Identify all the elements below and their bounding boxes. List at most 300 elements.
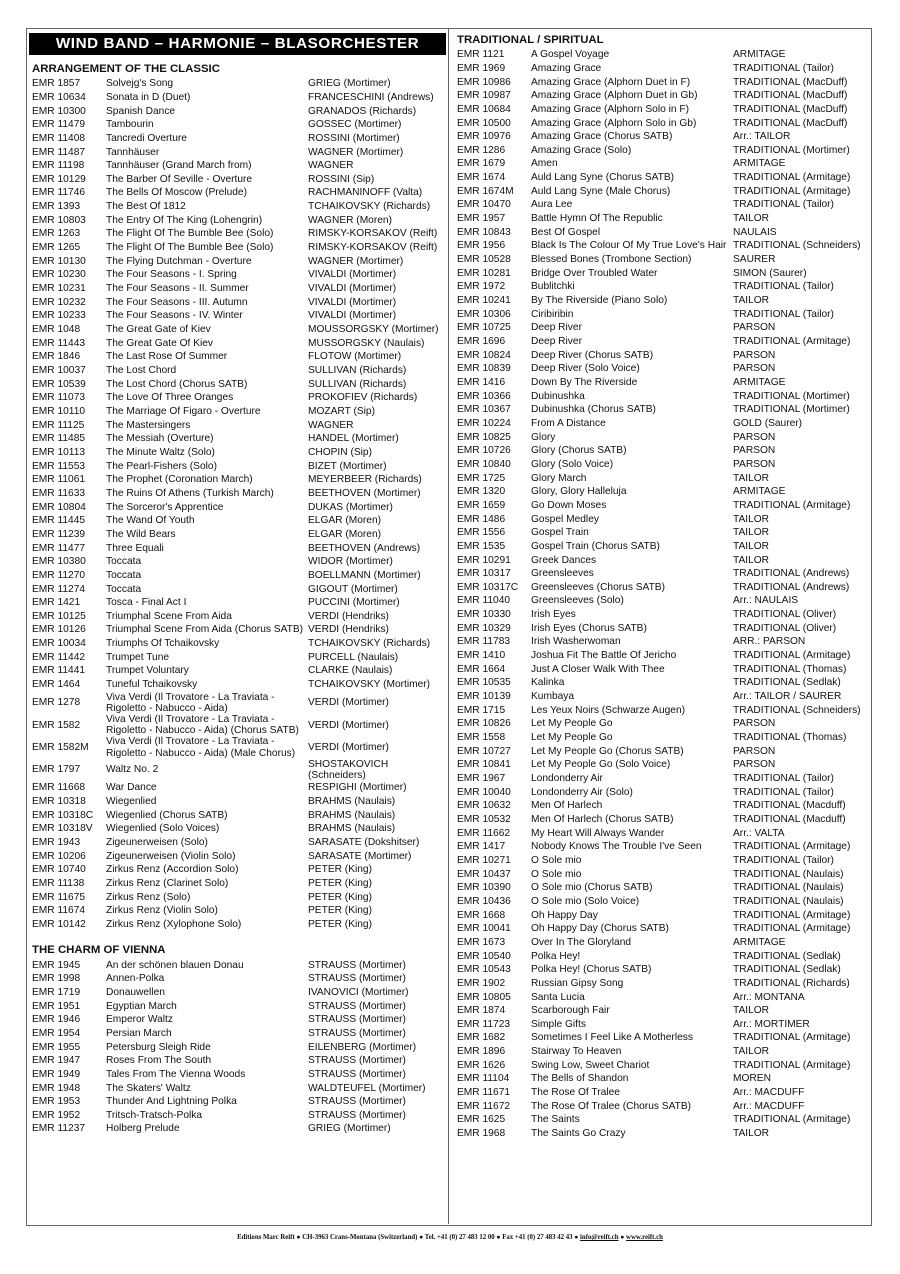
item-title: Sometimes I Feel Like A Motherless	[531, 1032, 693, 1044]
item-composer: PURCELL (Naulais)	[308, 651, 399, 663]
right-column	[457, 33, 871, 1141]
item-composer: GOSSEC (Mortimer)	[308, 119, 402, 131]
catalog-entry	[32, 541, 446, 555]
catalog-entry	[457, 267, 871, 281]
item-composer: TRADITIONAL (Tailor)	[733, 786, 834, 798]
catalog-entry	[32, 610, 446, 624]
item-composer: PARSON	[733, 718, 776, 730]
item-title: Thunder And Lightning Polka	[106, 1096, 237, 1108]
item-title: Zirkus Renz (Clarinet Solo)	[106, 877, 229, 889]
item-composer: WAGNER (Mortimer)	[308, 255, 404, 267]
item-code: EMR 1957	[457, 213, 506, 225]
item-composer: TRADITIONAL (Tailor)	[733, 308, 834, 320]
item-composer: TAILOR	[733, 540, 770, 552]
footer-publisher: Editions Marc Reift	[237, 1234, 295, 1241]
catalog-entry	[32, 822, 446, 836]
item-code: EMR 11662	[457, 827, 511, 839]
item-code: EMR 10437	[457, 868, 511, 880]
item-code: EMR 1857	[32, 78, 81, 90]
catalog-entry	[457, 581, 871, 595]
item-code: EMR 10436	[457, 895, 511, 907]
catalog-entry	[32, 446, 446, 460]
item-title: Let My People Go (Chorus SATB)	[531, 745, 684, 757]
catalog-entry	[457, 1018, 871, 1032]
item-code: EMR 1696	[457, 336, 506, 347]
item-code: EMR 11675	[32, 891, 86, 903]
catalog-entry	[32, 405, 446, 419]
catalog-entry	[32, 377, 446, 391]
item-title: Petersburg Sleigh Ride	[106, 1041, 211, 1053]
catalog-banner: WIND BAND – HARMONIE – BLASORCHESTER	[29, 33, 446, 55]
item-code: EMR 10318V	[32, 823, 93, 835]
item-code: EMR 11443	[32, 337, 86, 349]
item-title: Zigeunerweisen (Violin Solo)	[106, 850, 236, 862]
item-composer: GIGOUT (Mortimer)	[308, 583, 398, 595]
item-composer: BRAHMS (Naulais)	[308, 809, 396, 821]
item-composer: TRADITIONAL (Oliver)	[733, 622, 837, 634]
catalog-entry	[457, 744, 871, 758]
item-composer: RIMSKY-KORSAKOV (Reift)	[308, 242, 438, 254]
item-title: Let My People Go (Solo Voice)	[531, 759, 671, 771]
item-composer: VIVALDI (Mortimer)	[308, 296, 397, 308]
item-composer: VIVALDI (Mortimer)	[308, 283, 397, 295]
catalog-entry	[457, 253, 871, 267]
catalog-entry	[32, 664, 446, 678]
item-title: Zirkus Renz (Xylophone Solo)	[106, 918, 242, 930]
section-heading: TRADITIONAL / SPIRITUAL	[457, 34, 604, 46]
item-code: EMR 10805	[457, 991, 511, 1003]
catalog-entry	[32, 986, 446, 1000]
catalog-entry	[32, 1095, 446, 1109]
item-composer: RACHMANINOFF (Valta)	[308, 187, 423, 199]
item-title: Irish Eyes	[531, 609, 576, 621]
item-composer: TRADITIONAL (MacDuff)	[733, 103, 848, 115]
footer-separator: ●	[618, 1234, 627, 1241]
item-title: Greensleeves (Chorus SATB)	[531, 581, 665, 593]
catalog-entry	[32, 487, 446, 501]
catalog-entry	[457, 881, 871, 895]
catalog-entry	[32, 863, 446, 877]
catalog-entry	[457, 1100, 871, 1114]
item-title: Irish Eyes (Chorus SATB)	[531, 622, 647, 634]
item-code: EMR 10824	[457, 349, 511, 361]
catalog-entry	[457, 649, 871, 663]
item-code: EMR 1998	[32, 973, 81, 985]
item-title: Dubinushka	[531, 390, 585, 402]
catalog-entry	[32, 1054, 446, 1068]
item-code: EMR 11040	[457, 595, 511, 607]
footer-tel: Tel. +41 (0) 27 483 12 00	[424, 1234, 495, 1241]
item-code: EMR 10318	[32, 796, 86, 808]
footer-separator: ●	[417, 1234, 425, 1241]
item-title: Joshua Fit The Battle Of Jericho	[531, 650, 677, 662]
item-composer: PARSON	[733, 458, 776, 470]
item-composer: WAGNER (Mortimer)	[308, 146, 404, 158]
item-composer: Arr.: VALTA	[733, 827, 785, 839]
catalog-entry	[457, 676, 871, 690]
item-code: EMR 1952	[32, 1109, 81, 1121]
item-title: Blessed Bones (Trombone Section)	[531, 254, 692, 266]
catalog-entry	[32, 678, 446, 692]
item-composer: STRAUSS (Mortimer)	[308, 973, 406, 985]
item-title: Down By The Riverside	[531, 376, 638, 388]
item-code: EMR 10366	[457, 390, 511, 402]
item-composer: TRADITIONAL (Armitage)	[733, 185, 851, 197]
item-composer: TRADITIONAL (Armitage)	[733, 1114, 851, 1126]
catalog-entry	[32, 309, 446, 323]
catalog-entry	[32, 759, 446, 781]
item-title: Trumpet Tune	[106, 651, 170, 663]
item-composer: PARSON	[733, 349, 776, 361]
item-composer: PETER (King)	[308, 918, 372, 930]
item-code: EMR 10740	[32, 864, 86, 876]
catalog-entry	[32, 132, 446, 146]
catalog-entry	[457, 840, 871, 854]
item-code: EMR 1558	[457, 732, 506, 744]
item-code: EMR 10317	[457, 568, 511, 580]
item-title: Annen-Polka	[106, 973, 165, 985]
item-code: EMR 10110	[32, 405, 86, 417]
item-code: EMR 11487	[32, 146, 86, 158]
item-title: O Sole mio	[531, 854, 582, 866]
item-code: EMR 1265	[32, 242, 81, 254]
item-composer: ARMITAGE	[733, 936, 786, 948]
item-code: EMR 1948	[32, 1082, 81, 1094]
catalog-entry	[32, 186, 446, 200]
item-composer: TAILOR	[733, 527, 770, 539]
catalog-entry	[457, 608, 871, 622]
item-code: EMR 10040	[457, 786, 511, 798]
item-composer: STRAUSS (Mortimer)	[308, 1000, 406, 1012]
catalog-entry	[32, 528, 446, 542]
item-title: My Heart Will Always Wander	[531, 827, 665, 839]
catalog-entry	[32, 459, 446, 473]
item-title: Zigeunerweisen (Solo)	[106, 837, 208, 848]
item-title: The Flying Dutchman - Overture	[106, 255, 252, 267]
item-title: The Rose Of Tralee (Chorus SATB)	[531, 1100, 692, 1112]
item-composer: TRADITIONAL (Thomas)	[733, 663, 847, 675]
item-title: Les Yeux Noirs (Schwarze Augen)	[531, 704, 686, 716]
footer-separator: ●	[572, 1234, 581, 1241]
catalog-entry	[457, 499, 871, 513]
item-composer: STRAUSS (Mortimer)	[308, 1109, 406, 1121]
item-composer: SULLIVAN (Richards)	[308, 365, 407, 376]
item-code: EMR 1673	[457, 936, 506, 948]
item-code: EMR 1668	[457, 909, 506, 921]
item-code: EMR 11441	[32, 665, 86, 677]
item-code: EMR 1410	[457, 650, 506, 662]
item-code: EMR 1582M	[32, 741, 89, 753]
item-code: EMR 10041	[457, 923, 511, 935]
catalog-entry	[32, 1081, 446, 1095]
item-title: Amen	[531, 158, 558, 170]
catalog-entry	[457, 867, 871, 881]
item-title: Polka Hey!	[531, 950, 581, 962]
item-code: EMR 10241	[457, 295, 511, 307]
catalog-entry	[457, 731, 871, 745]
item-code: EMR 1896	[457, 1046, 506, 1058]
item-composer: TRADITIONAL (Tailor)	[733, 62, 834, 74]
catalog-entry	[32, 582, 446, 596]
item-composer: TRADITIONAL (Schneiders)	[733, 704, 861, 716]
item-title: The Saints Go Crazy	[531, 1128, 626, 1140]
item-composer: BRAHMS (Naulais)	[308, 796, 396, 808]
catalog-entry	[457, 239, 871, 253]
item-title: Polka Hey! (Chorus SATB)	[531, 964, 652, 976]
footer-fax: Fax +41 (0) 27 483 42 43	[502, 1234, 573, 1241]
item-title: Battle Hymn Of The Republic	[531, 213, 663, 225]
item-code: EMR 1674M	[457, 185, 514, 197]
item-code: EMR 1048	[32, 324, 81, 336]
catalog-entry	[457, 1127, 871, 1141]
catalog-entry	[457, 321, 871, 335]
item-composer: TRADITIONAL (Armitage)	[733, 923, 851, 935]
column-divider	[448, 28, 449, 1224]
item-code: EMR 10725	[457, 322, 511, 334]
item-code: EMR 1286	[457, 144, 506, 156]
item-title: The Bells Of Moscow (Prelude)	[106, 187, 247, 199]
item-composer: TCHAIKOVSKY (Richards)	[308, 201, 431, 213]
item-composer: TRADITIONAL (Naulais)	[733, 895, 844, 907]
catalog-entry	[457, 622, 871, 636]
item-composer: WALDTEUFEL (Mortimer)	[308, 1082, 426, 1094]
item-title: The Great Gate of Kiev	[106, 324, 211, 336]
item-title: The Messiah (Overture)	[106, 433, 214, 445]
catalog-entry	[32, 350, 446, 364]
item-code: EMR 11408	[32, 132, 86, 144]
item-composer: WAGNER	[308, 419, 354, 431]
item-composer: MOUSSORGSKY (Mortimer)	[308, 324, 439, 336]
catalog-entry	[457, 471, 871, 485]
item-composer: STRAUSS (Mortimer)	[308, 959, 406, 971]
item-composer: ROSSINI (Mortimer)	[308, 132, 400, 144]
item-code: EMR 1416	[457, 376, 506, 388]
item-title: Triumphal Scene From Aida	[106, 610, 232, 622]
catalog-entry	[457, 635, 871, 649]
item-code: EMR 11672	[457, 1100, 511, 1112]
item-code: EMR 10987	[457, 90, 511, 102]
item-composer: STRAUSS (Mortimer)	[308, 1096, 406, 1108]
catalog-entry	[457, 1072, 871, 1086]
item-code: EMR 1626	[457, 1059, 506, 1071]
item-code: EMR 1664	[457, 663, 506, 675]
item-composer: PARSON	[733, 322, 776, 334]
catalog-entry	[32, 972, 446, 986]
catalog-entry	[32, 999, 446, 1013]
item-code: EMR 10367	[457, 404, 511, 416]
item-code: EMR 1945	[32, 959, 81, 971]
item-title: O Sole mio (Chorus SATB)	[531, 882, 653, 894]
item-composer: SIMON (Saurer)	[733, 267, 807, 279]
item-composer: TRADITIONAL (Tailor)	[733, 199, 834, 211]
item-title: Londonderry Air	[531, 773, 603, 784]
catalog-entry	[457, 990, 871, 1004]
item-title: Zirkus Renz (Solo)	[106, 891, 191, 903]
item-code: EMR 11270	[32, 569, 86, 581]
item-composer: IVANOVICI (Mortimer)	[308, 986, 409, 998]
item-composer: PARSON	[733, 431, 776, 443]
item-code: EMR 10317C	[457, 581, 519, 593]
catalog-entry	[457, 895, 871, 909]
item-code: EMR 1902	[457, 977, 506, 989]
item-title: Amazing Grace (Alphorn Duet in Gb)	[531, 90, 698, 102]
item-code: EMR 10300	[32, 105, 86, 117]
item-title: Swing Low, Sweet Chariot	[531, 1059, 650, 1071]
catalog-entry	[457, 157, 871, 171]
footer-email-link[interactable]: info@reift.ch	[580, 1234, 619, 1241]
item-code: EMR 11237	[32, 1123, 86, 1135]
item-code: EMR 10329	[457, 622, 511, 634]
item-title: Dubinushka (Chorus SATB)	[531, 404, 656, 416]
catalog-entry	[457, 389, 871, 403]
item-title: Men Of Harlech (Chorus SATB)	[531, 813, 674, 825]
item-title: Black Is The Colour Of My True Love's Hair	[531, 240, 727, 252]
catalog-entry	[457, 335, 871, 349]
item-composer: TRADITIONAL (Richards)	[733, 977, 850, 989]
catalog-entry	[457, 567, 871, 581]
item-title: The Lost Chord (Chorus SATB)	[106, 378, 248, 390]
item-composer: TRADITIONAL (Armitage)	[733, 909, 851, 921]
item-composer: ARMITAGE	[733, 376, 786, 388]
item-composer: ARMITAGE	[733, 486, 786, 498]
item-code: EMR 11674	[32, 905, 86, 917]
catalog-entry	[32, 336, 446, 350]
item-title: A Gospel Voyage	[531, 49, 610, 61]
catalog-entry	[457, 444, 871, 458]
item-code: EMR 1674	[457, 172, 506, 184]
catalog-entry	[457, 362, 871, 376]
item-code: EMR 1953	[32, 1096, 81, 1108]
catalog-entry	[32, 918, 446, 932]
catalog-entry	[32, 432, 446, 446]
item-code: EMR 11668	[32, 782, 86, 794]
item-code: EMR 10825	[457, 431, 511, 443]
item-composer: TRADITIONAL (Armitage)	[733, 336, 851, 347]
catalog-entry	[32, 877, 446, 891]
item-title: Bridge Over Troubled Water	[531, 267, 658, 279]
catalog-entry	[32, 514, 446, 528]
footer-address: CH-3963 Crans-Montana (Switzerland)	[302, 1234, 418, 1241]
item-composer: Arr.: TAILOR / SAURER	[733, 691, 842, 703]
item-title: Men Of Harlech	[531, 800, 603, 812]
catalog-entry	[457, 908, 871, 922]
catalog-entry	[457, 226, 871, 240]
catalog-entry	[32, 282, 446, 296]
catalog-entry	[457, 949, 871, 963]
item-composer: GRIEG (Mortimer)	[308, 1123, 391, 1135]
item-code: EMR 10976	[457, 131, 511, 143]
item-composer: TRADITIONAL (Oliver)	[733, 609, 837, 621]
catalog-entry	[32, 268, 446, 282]
catalog-entry	[32, 637, 446, 651]
publisher-footer	[0, 1234, 900, 1241]
catalog-entry	[457, 799, 871, 813]
catalog-entry	[457, 553, 871, 567]
catalog-entry	[457, 854, 871, 868]
item-code: EMR 11746	[32, 187, 86, 199]
item-composer: TRADITIONAL (Naulais)	[733, 868, 844, 880]
item-code: EMR 1417	[457, 841, 506, 853]
item-composer: MEYERBEER (Richards)	[308, 474, 422, 486]
catalog-entry	[457, 48, 871, 62]
item-composer: Arr.: NAULAIS	[733, 595, 799, 607]
item-code: EMR 11477	[32, 542, 86, 554]
item-title: Tritsch-Tratsch-Polka	[106, 1109, 203, 1121]
item-title: Kalinka	[531, 677, 565, 689]
item-composer: VERDI (Mortimer)	[308, 719, 389, 731]
item-composer: Arr.: MONTANA	[733, 991, 805, 1003]
item-title: Tannhäuser	[106, 146, 160, 158]
catalog-entry	[457, 430, 871, 444]
item-title: Auld Lang Syne (Male Chorus)	[531, 185, 671, 197]
catalog-entry	[457, 758, 871, 772]
item-title: O Sole mio	[531, 868, 582, 880]
item-code: EMR 11553	[32, 460, 86, 472]
item-composer: TAILOR	[733, 1128, 770, 1140]
item-composer: PETER (King)	[308, 877, 372, 889]
item-code: EMR 1659	[457, 499, 506, 511]
catalog-entry	[457, 212, 871, 226]
item-title: Glory	[531, 431, 556, 443]
item-title: Amazing Grace (Alphorn Duet in F)	[531, 76, 691, 88]
item-code: EMR 1582	[32, 719, 81, 731]
catalog-entry	[457, 103, 871, 117]
item-composer: Arr.: MACDUFF	[733, 1100, 805, 1112]
footer-web-link[interactable]: www.reift.ch	[626, 1234, 663, 1241]
item-composer: CHOPIN (Sip)	[308, 446, 372, 458]
item-title: The Flight Of The Bumble Bee (Solo)	[106, 242, 274, 254]
item-composer: BEETHOVEN (Mortimer)	[308, 487, 421, 499]
item-title: The Skaters' Waltz	[106, 1082, 191, 1094]
item-composer: TAILOR	[733, 1046, 770, 1058]
item-code: EMR 1951	[32, 1000, 81, 1012]
item-title: The Ruins Of Athens (Turkish March)	[106, 487, 274, 499]
item-title: Zirkus Renz (Violin Solo)	[106, 905, 218, 917]
item-code: EMR 1263	[32, 228, 81, 240]
catalog-entry	[32, 214, 446, 228]
item-title: The Mastersingers	[106, 419, 191, 431]
item-composer: TRADITIONAL (Naulais)	[733, 882, 844, 894]
item-composer: ROSSINI (Sip)	[308, 173, 375, 185]
item-title: An der schönen blauen Donau	[106, 959, 244, 971]
item-composer: RESPIGHI (Mortimer)	[308, 782, 407, 794]
item-code: EMR 1535	[457, 540, 506, 552]
item-composer: WIDOR (Mortimer)	[308, 556, 393, 568]
catalog-entry	[32, 200, 446, 214]
catalog-entry	[32, 323, 446, 337]
catalog-entry	[457, 294, 871, 308]
item-title: The Four Seasons - I. Spring	[106, 269, 237, 281]
item-title: The Entry Of The King (Lohengrin)	[106, 214, 263, 226]
item-title: The Four Seasons - II. Summer	[106, 283, 249, 295]
item-code: EMR 10839	[457, 363, 511, 375]
item-title: The Best Of 1812	[106, 201, 186, 213]
item-code: EMR 11125	[32, 419, 85, 431]
item-code: EMR 10500	[457, 117, 511, 129]
catalog-entry	[32, 77, 446, 91]
item-composer: BEETHOVEN (Andrews)	[308, 542, 421, 554]
item-composer: SULLIVAN (Richards)	[308, 378, 407, 390]
item-composer: BRAHMS (Naulais)	[308, 823, 396, 835]
item-code: EMR 10206	[32, 850, 86, 862]
item-code: EMR 10726	[457, 445, 511, 457]
item-composer: PARSON	[733, 759, 776, 771]
item-code: EMR 10843	[457, 226, 511, 238]
item-title: The Pearl-Fishers (Solo)	[106, 460, 217, 472]
item-composer: BOELLMANN (Mortimer)	[308, 569, 421, 581]
item-title: Tosca - Final Act I	[106, 597, 187, 609]
catalog-entry	[32, 418, 446, 432]
